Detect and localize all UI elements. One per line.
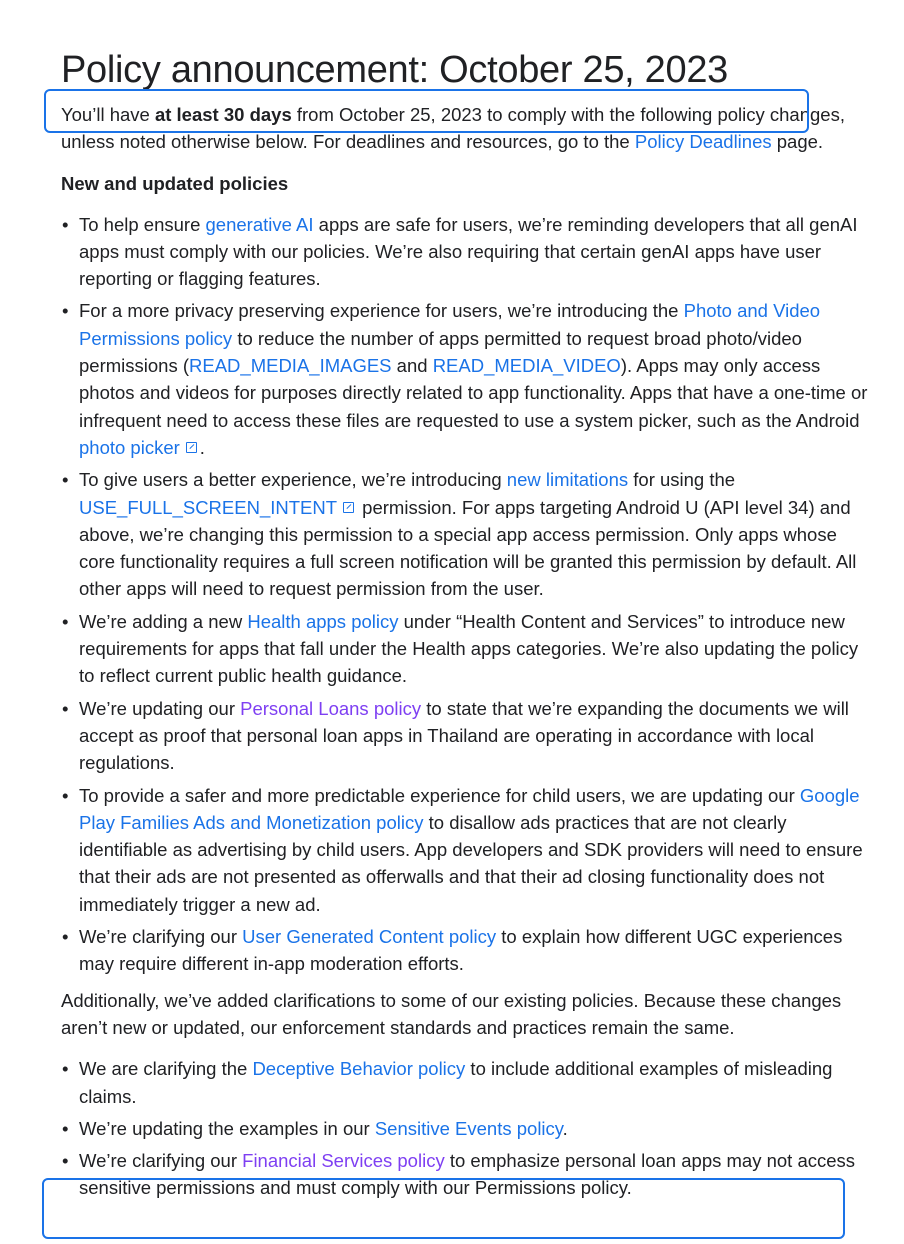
list-item: • We are clarifying the Deceptive Behavior policy to include additional examples of misleading claims.: [61, 1055, 871, 1110]
list-item: • We’re adding a new Health apps policy under “Health Content and Services” to introduce new requirements for apps that fall under the Health apps categories. We’re also updating the policy to reflect current public health guidance.: [61, 608, 871, 690]
read-media-video-link[interactable]: READ_MEDIA_VIDEO: [432, 355, 621, 377]
clarifications-list: [61, 1055, 871, 1201]
page-title: Policy announcement: October 25, 2023: [61, 49, 729, 91]
bullet: •: [62, 926, 69, 948]
bullet: •: [62, 697, 69, 719]
new-policies-list: [61, 211, 871, 978]
bullet: •: [62, 784, 69, 806]
intro-paragraph: You’ll have at least 30 days from October 25, 2023 to comply with the following policy changes, unless noted otherwise below. For deadlines and resources, go to the Policy Deadlines page.: [61, 104, 845, 153]
bullet: •: [62, 469, 69, 491]
user-generated-content-link[interactable]: User Generated Content policy: [242, 926, 497, 948]
bullet: •: [62, 610, 69, 632]
new-limitations-link[interactable]: new limitations: [506, 469, 629, 491]
external-link-icon: [186, 442, 197, 453]
read-media-images-link[interactable]: READ_MEDIA_IMAGES: [189, 355, 392, 377]
deceptive-behavior-link[interactable]: Deceptive Behavior policy: [252, 1058, 466, 1080]
list-item: • We’re updating our Personal Loans policy to state that we’re expanding the documents we will accept as proof that personal loan apps in Thailand are operating in accordance with local regulations.: [61, 695, 871, 777]
bullet: •: [62, 300, 69, 322]
policy-deadlines-link[interactable]: Policy Deadlines: [634, 131, 772, 153]
additional-paragraph: Additionally, we’ve added clarifications to some of our existing policies. Because these changes aren’t new or updated, our enforcement standards and practices remain the same.: [61, 989, 842, 1038]
section-heading: New and updated policies: [61, 172, 289, 194]
financial-services-link[interactable]: Financial Services policy: [242, 1150, 445, 1172]
list-item: • We’re clarifying our User Generated Content policy to explain how different UGC experiences may require different in-app moderation efforts.: [61, 923, 871, 978]
families-ads-monetization-link[interactable]: Google Play Families Ads and Monetization policy: [79, 784, 860, 833]
list-item: • We’re updating the examples in our Sensitive Events policy.: [61, 1115, 871, 1142]
bullet: •: [62, 1058, 69, 1080]
generative-ai-link[interactable]: generative AI: [205, 213, 314, 235]
bullet: •: [62, 213, 69, 235]
deadline-emphasis: at least 30 days: [154, 104, 292, 125]
list-item: • To give users a better experience, we’re introducing new limitations for using the USE_FULL_SCREEN_INTENT permission. For apps targeting Android U (API level 34) and above, we’re changing this permission to a special app access permission. Only apps whose core functionality requires a full screen notification will be granted this permission by default. All other apps will need to request permission from the user.: [61, 466, 871, 602]
list-item: • For a more privacy preserving experience for users, we’re introducing the Photo and Video Permissions policy to reduce the number of apps permitted to request broad photo/video permissions (READ_MEDIA_IMAGES and READ_MEDIA_VIDEO). Apps may only access photos and videos for purposes directly related to app functionality. Apps that have a one-time or infrequent need to access these files are requested to use a system picker, such as the Android photo picker .: [61, 297, 871, 461]
sensitive-events-link[interactable]: Sensitive Events policy: [374, 1117, 563, 1139]
health-apps-policy-link[interactable]: Health apps policy: [247, 610, 399, 632]
external-link-icon: [343, 502, 354, 513]
photo-picker-link[interactable]: photo picker: [79, 437, 200, 458]
photo-video-permissions-link[interactable]: Photo and Video Permissions policy: [79, 300, 821, 349]
list-item: • We’re clarifying our Financial Services policy to emphasize personal loan apps may not access sensitive permissions and must comply with our Permissions policy.: [61, 1147, 871, 1202]
list-item: • To provide a safer and more predictable experience for child users, we are updating our Google Play Families Ads and Monetization policy to disallow ads practices that are not clearly identifiable as advertising by child users. App developers and SDK providers will need to ensure that their ads are not presented as offerwalls and that their ad closing functionality does not immediately trigger a new ad.: [61, 782, 871, 918]
list-item: • To help ensure generative AI apps are safe for users, we’re reminding developers that all genAI apps must comply with our policies. We’re also requiring that certain genAI apps have user reporting or flagging features.: [61, 211, 871, 293]
bullet: •: [62, 1150, 69, 1172]
bullet: •: [62, 1117, 69, 1139]
policy-page: [61, 0, 871, 1207]
personal-loans-policy-link[interactable]: Personal Loans policy: [240, 697, 422, 719]
use-full-screen-intent-link[interactable]: USE_FULL_SCREEN_INTENT: [79, 497, 357, 518]
